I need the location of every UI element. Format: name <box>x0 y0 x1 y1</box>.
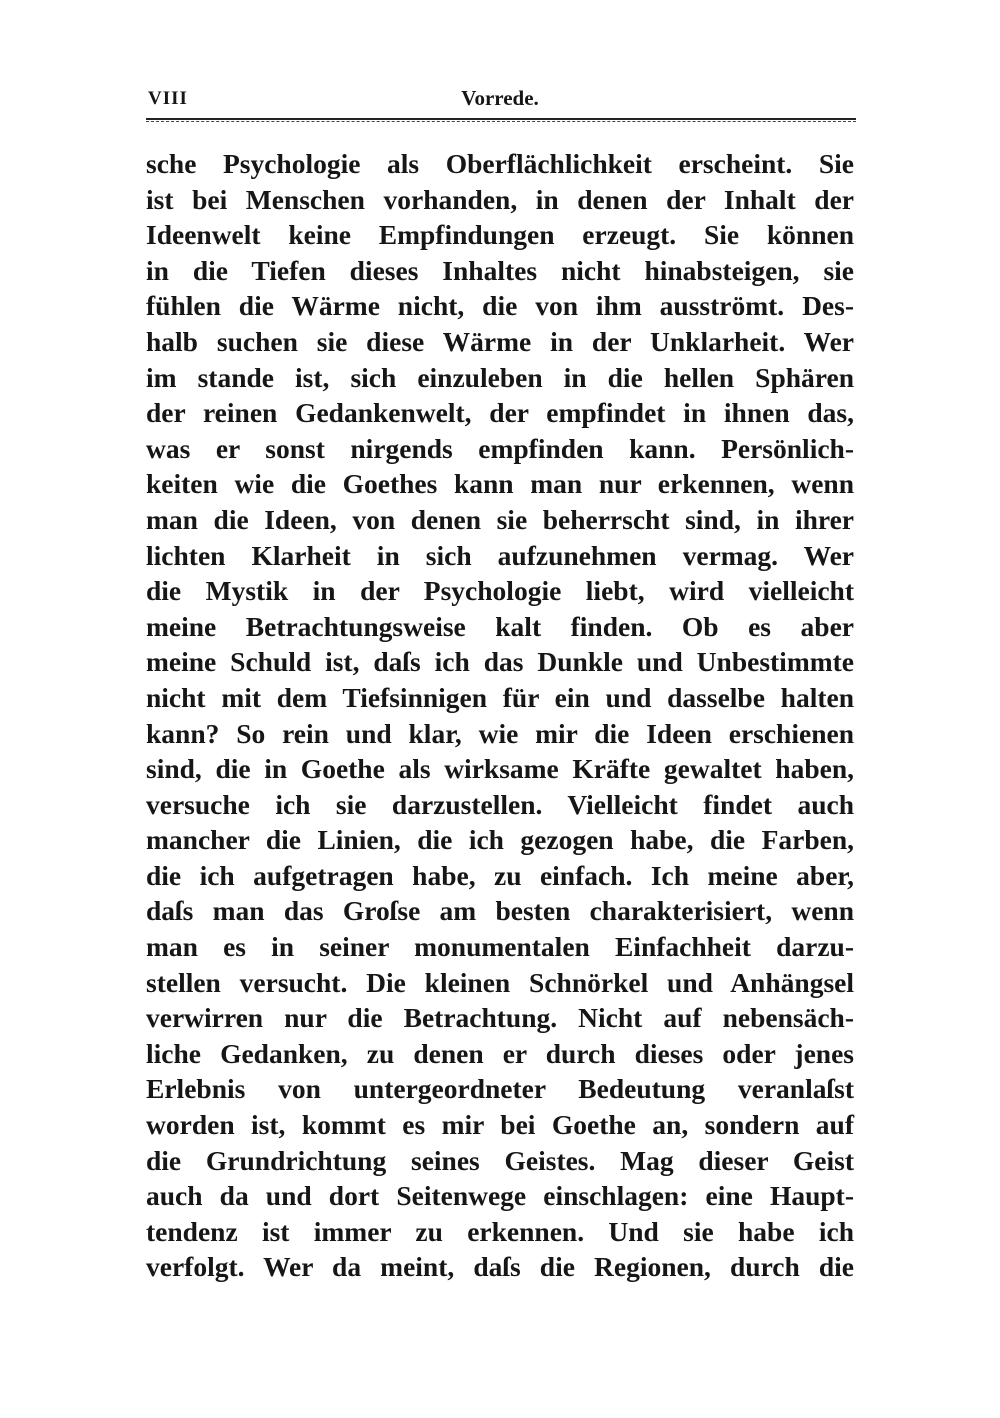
text-line: versuche ich sie darzustellen. Vielleicht findet auch <box>146 788 854 820</box>
text-line: in die Tiefen dieses Inhaltes nicht hinabsteigen, sie <box>146 254 854 286</box>
text-line: die Grundrichtung seines Geistes. Mag dieser Geist <box>146 1144 854 1176</box>
text-line: die Mystik in der Psychologie liebt, wird vielleicht <box>146 575 854 607</box>
text-line: daſs man das Groſse am besten charakterisiert, wenn <box>146 895 854 927</box>
text-line: was er sonst nirgends empfinden kann. Persönlich- <box>146 432 854 464</box>
text-line: verwirren nur die Betrachtung. Nicht auf nebensäch- <box>146 1002 854 1034</box>
text-line: worden ist, kommt es mir bei Goethe an, sondern auf <box>146 1109 854 1141</box>
text-line: nicht mit dem Tiefsinnigen für ein und dasselbe halten <box>146 681 854 713</box>
text-line: ist bei Menschen vorhanden, in denen der Inhalt der <box>146 183 854 215</box>
text-line: Ideenwelt keine Empfindungen erzeugt. Sie können <box>146 219 854 251</box>
text-line: tendenz ist immer zu erkennen. Und sie habe ich <box>146 1215 854 1247</box>
text-line: sind, die in Goethe als wirksame Kräfte gewaltet haben, <box>146 753 854 785</box>
text-line: die ich aufgetragen habe, zu einfach. Ich meine aber, <box>146 859 854 891</box>
text-line: mancher die Linien, die ich gezogen habe, die Farben, <box>146 824 854 856</box>
body-text <box>146 146 854 1285</box>
text-line: auch da und dort Seitenwege einschlagen: eine Haupt- <box>146 1180 854 1212</box>
header-rule <box>146 118 856 122</box>
text-line: kann? So rein und klar, wie mir die Ideen erschienen <box>146 717 854 749</box>
text-line: keiten wie die Goethes kann man nur erkennen, wenn <box>146 468 854 500</box>
text-line: stellen versucht. Die kleinen Schnörkel und Anhängsel <box>146 966 854 998</box>
running-head <box>146 80 854 114</box>
text-line: Erlebnis von untergeordneter Bedeutung veranlaſst <box>146 1073 854 1105</box>
text-line: man es in seiner monumentalen Einfachheit darzu- <box>146 931 854 963</box>
text-line: fühlen die Wärme nicht, die von ihm ausströmt. Des- <box>146 290 854 322</box>
text-line: man die Ideen, von denen sie beherrscht sind, in ihrer <box>146 503 854 535</box>
text-line: verfolgt. Wer da meint, daſs die Regionen, durch die <box>146 1251 854 1283</box>
running-title: Vorrede. <box>461 86 539 110</box>
text-line: im stande ist, sich einzuleben in die hellen Sphären <box>146 361 854 393</box>
text-line: halb suchen sie diese Wärme in der Unklarheit. Wer <box>146 325 854 357</box>
text-line: lichten Klarheit in sich aufzunehmen vermag. Wer <box>146 539 854 571</box>
text-line: meine Betrachtungsweise kalt finden. Ob es aber <box>146 610 854 642</box>
text-line: der reinen Gedankenwelt, der empfindet in ihnen das, <box>146 397 854 429</box>
text-line: liche Gedanken, zu denen er durch dieses oder jenes <box>146 1037 854 1069</box>
text-line: sche Psychologie als Oberflächlichkeit erscheint. Sie <box>146 148 854 179</box>
text-line: meine Schuld ist, daſs ich das Dunkle und Unbestimmte <box>146 646 854 678</box>
page-number: VIII <box>148 88 188 109</box>
